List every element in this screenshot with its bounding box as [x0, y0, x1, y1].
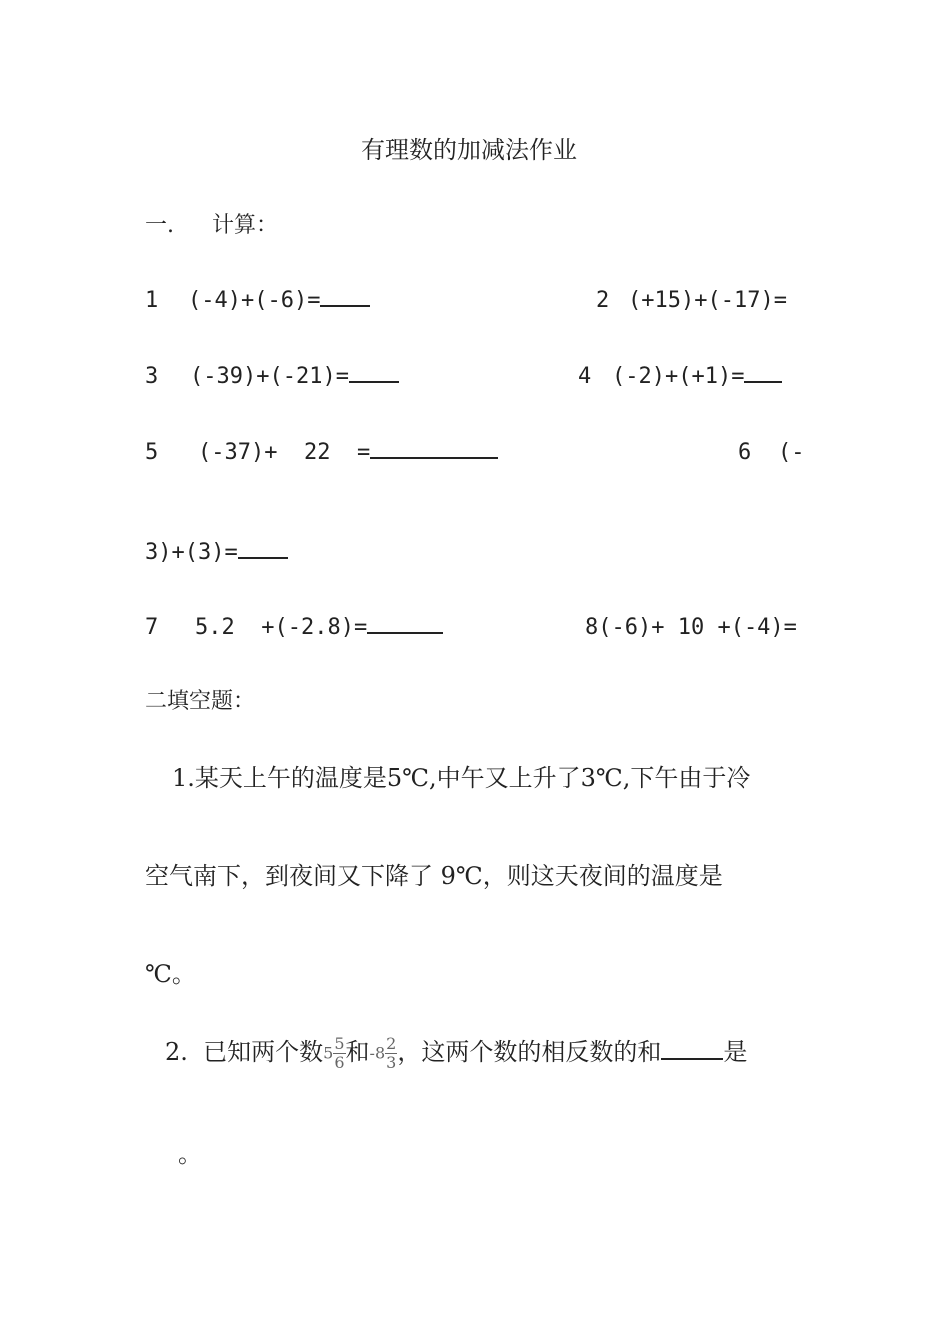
- fill-question-2-line-2: 。: [178, 1140, 202, 1168]
- mixed-number-a-fraction: $\frac{5}{6}$: [334, 1033, 345, 1072]
- answer-blank: [661, 1057, 723, 1060]
- fill-question-2-number: 2: [165, 1038, 181, 1066]
- answer-blank: [238, 556, 288, 559]
- problem-5-expression: (-37)+ 22 =: [198, 442, 498, 464]
- answer-blank: [320, 304, 370, 307]
- page-title: 有理数的加减法作业: [361, 136, 577, 164]
- section2-heading: 二填空题：: [145, 689, 256, 714]
- problem-2-number: 2: [596, 288, 610, 313]
- problem-3-number: 3: [145, 364, 159, 389]
- fill-question-2-line-1: 2. 已知两个数5 $\frac{5}{6}$ 和-8 $\frac{2}{3}$ ，这两个数的相反数的和 是: [165, 1033, 748, 1072]
- mixed-number-a-whole: 5: [323, 1043, 334, 1063]
- problem-3-expression: (-39)+(-21)=: [190, 366, 399, 388]
- mixed-number-b-fraction: $\frac{2}{3}$: [386, 1033, 397, 1072]
- problem-4-number: 4: [578, 364, 592, 389]
- section1-number: 一.: [145, 213, 174, 238]
- problem-1-number: 1: [145, 288, 159, 313]
- fill-question-1-line-2: 空气南下，到夜间又下降了 9℃，则这天夜间的温度是: [145, 862, 723, 890]
- problem-6-number: 6: [738, 440, 752, 465]
- problem-6-expression-end: 3)+(3)=: [145, 542, 288, 564]
- problem-7-number: 7: [145, 615, 159, 640]
- answer-blank: [367, 631, 443, 634]
- problem-1-expression: (-4)+(-6)=: [188, 290, 370, 312]
- section1-heading: 计算：: [212, 213, 279, 238]
- problem-2-expression: (+15)+(-17)=: [628, 288, 787, 313]
- fill-question-1-line-1: 1.某天上午的温度是5℃,中午又上升了3℃,下午由于冷: [172, 764, 751, 792]
- mixed-number-b-whole: -8: [369, 1043, 386, 1063]
- problem-5-number: 5: [145, 440, 159, 465]
- problem-8-expression: 8(-6)+ 10 +(-4)=: [585, 615, 797, 640]
- problem-6-expression-start: (-: [778, 440, 805, 465]
- answer-blank: [349, 380, 399, 383]
- problem-4-expression: (-2)+(+1)=: [612, 366, 782, 388]
- problem-7-expression: 5.2 +(-2.8)=: [195, 617, 443, 639]
- fill-question-1-line-3: ℃。: [145, 960, 196, 988]
- answer-blank: [370, 456, 498, 459]
- answer-blank: [744, 380, 782, 383]
